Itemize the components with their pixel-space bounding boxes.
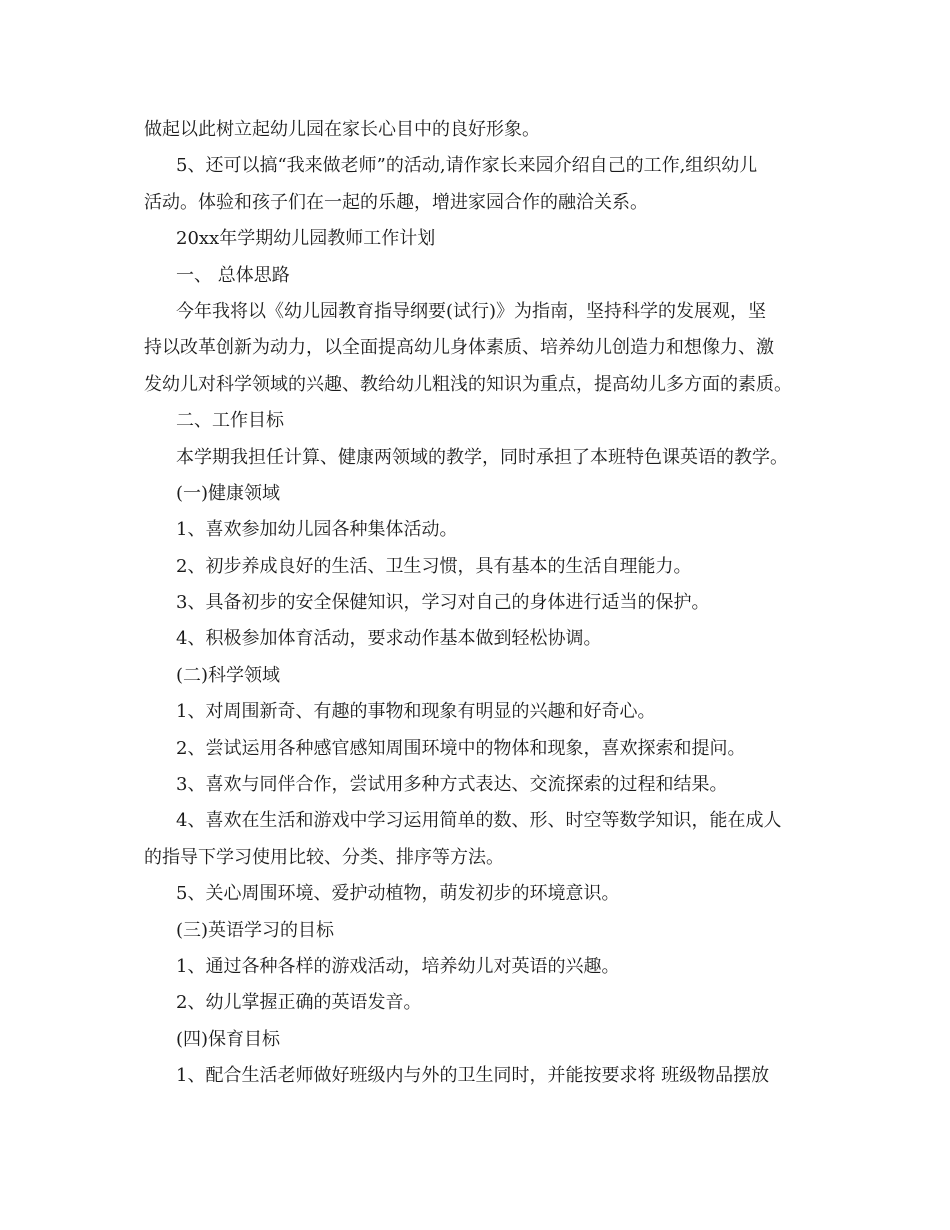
list-item: 5、关心周围环境、爱护动植物，萌发初步的环境意识。 bbox=[176, 883, 620, 905]
subheading-science: (二)科学领域 bbox=[176, 664, 281, 686]
list-item: 1、通过各种各样的游戏活动，培养幼儿对英语的兴趣。 bbox=[176, 955, 620, 977]
text-line: 发幼儿对科学领域的兴趣、教给幼儿粗浅的知识为重点，提高幼儿多方面的素质。 bbox=[144, 373, 792, 395]
text-line: 本学期我担任计算、健康两领域的教学，同时承担了本班特色课英语的教学。 bbox=[176, 446, 788, 468]
list-item: 1、对周围新奇、有趣的事物和现象有明显的兴趣和好奇心。 bbox=[176, 701, 656, 723]
list-item: 2、幼儿掌握正确的英语发音。 bbox=[176, 992, 422, 1014]
list-item: 3、喜欢与同伴合作，尝试用多种方式表达、交流探索的过程和结果。 bbox=[176, 774, 728, 796]
text-line: 活动。体验和孩子们在一起的乐趣，增进家园合作的融洽关系。 bbox=[144, 191, 648, 213]
list-item: 2、初步养成良好的生活、卫生习惯，具有基本的生活自理能力。 bbox=[176, 555, 692, 577]
text-line: 的指导下学习使用比较、分类、排序等方法。 bbox=[144, 846, 504, 868]
list-item: 1、配合生活老师做好班级内与外的卫生同时，并能按要求将 班级物品摆放 bbox=[176, 1065, 770, 1087]
document-body bbox=[144, 112, 814, 1095]
heading-overall-idea: 一、 总体思路 bbox=[176, 264, 290, 286]
subheading-english: (三)英语学习的目标 bbox=[176, 919, 335, 941]
list-item: 3、具备初步的安全保健知识，学习对自己的身体进行适当的保护。 bbox=[176, 592, 710, 614]
text-line: 5、还可以搞“我来做老师”的活动,请作家长来园介绍自己的工作,组织幼儿 bbox=[176, 155, 758, 177]
list-item: 4、积极参加体育活动，要求动作基本做到轻松协调。 bbox=[176, 628, 602, 650]
subheading-care: (四)保育目标 bbox=[176, 1028, 281, 1050]
text-line: 持以改革创新为动力，以全面提高幼儿身体素质、培养幼儿创造力和想像力、激 bbox=[144, 337, 774, 359]
list-item: 1、喜欢参加幼儿园各种集体活动。 bbox=[176, 519, 458, 541]
text-line: 今年我将以《幼儿园教育指导纲要(试行)》为指南，坚持科学的发展观，坚 bbox=[176, 300, 767, 322]
text-line: 做起以此树立起幼儿园在家长心目中的良好形象。 bbox=[144, 119, 540, 140]
heading-work-goals: 二、工作目标 bbox=[176, 410, 284, 432]
section-title: 20xx年学期幼儿园教师工作计划 bbox=[176, 228, 436, 250]
subheading-health: (一)健康领域 bbox=[176, 482, 281, 504]
list-item: 4、喜欢在生活和游戏中学习运用简单的数、形、时空等数学知识，能在成人 bbox=[176, 810, 782, 832]
list-item: 2、尝试运用各种感官感知周围环境中的物体和现象，喜欢探索和提问。 bbox=[176, 737, 746, 759]
